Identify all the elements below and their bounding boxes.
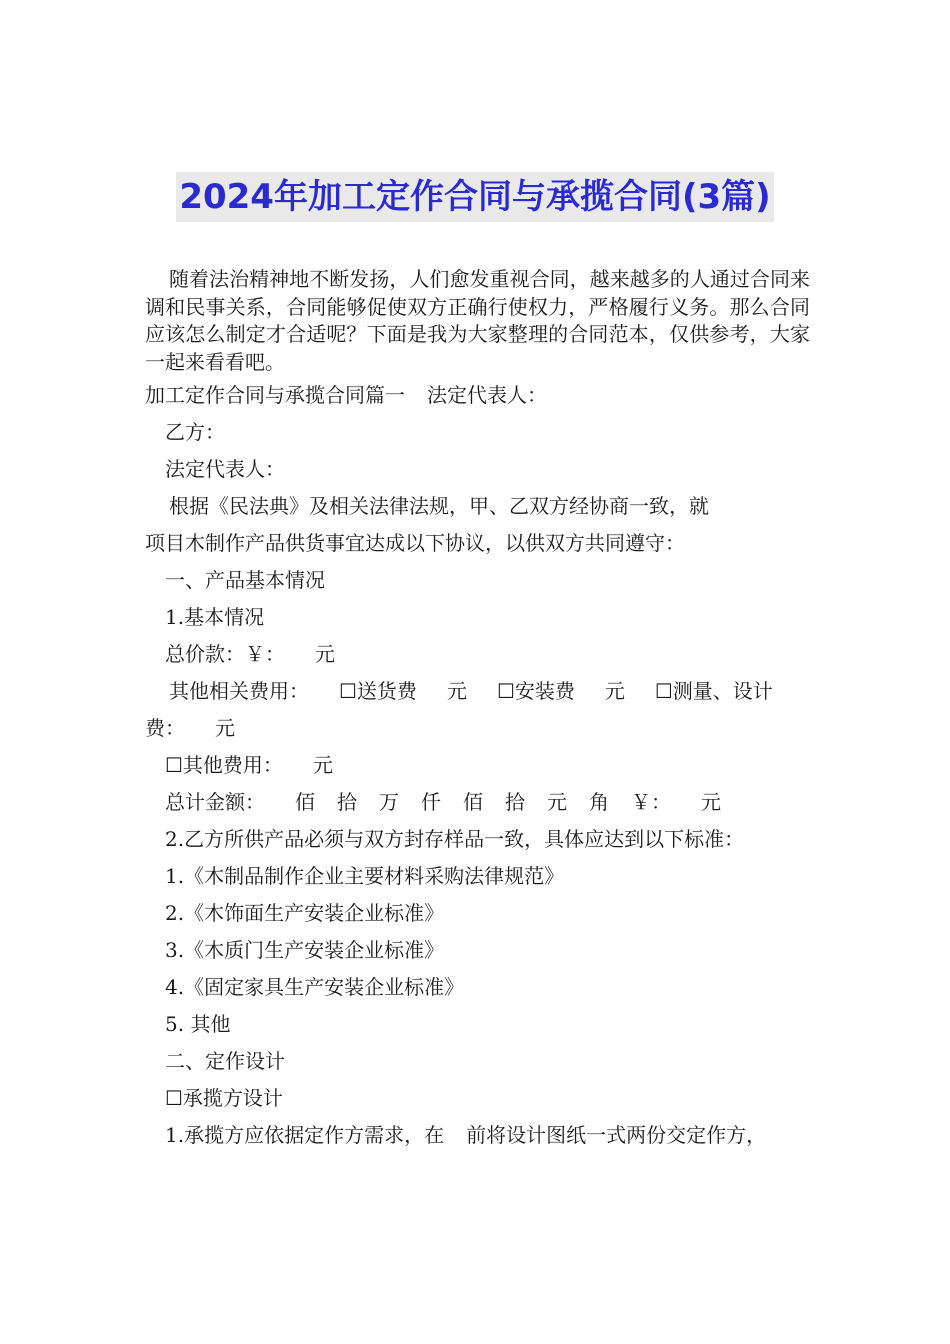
- fee-other: ☐其他费用：: [165, 753, 283, 777]
- total-price-label: 总价款：￥：: [165, 642, 285, 666]
- standard-4: 4.《固定家具生产安装企业标准》: [165, 975, 465, 999]
- total-price-line: [145, 636, 810, 673]
- agreement-line-1: 根据《民法典》及相关法律法规，甲、乙双方经协商一致，就: [169, 494, 709, 518]
- total-amount-label: 总计金额：: [165, 790, 265, 814]
- other-fees-label: 其他相关费用：: [169, 679, 309, 703]
- total-amount-line: [145, 784, 810, 821]
- contractor-design-line: ☐承揽方设计: [165, 1086, 283, 1110]
- unit-yuan: 元: [547, 790, 567, 814]
- standard-3: 3.《木质门生产安装企业标准》: [165, 938, 445, 962]
- design-item-1-a: 1.承揽方应依据定作方需求，在: [165, 1123, 445, 1147]
- total-price-unit: 元: [315, 642, 335, 666]
- design-item-1-b: 前将设计图纸一式两份交定作方，: [466, 1123, 767, 1147]
- standards-intro-line: 2.乙方所供产品必须与双方封存样品一致，具体应达到以下标准：: [165, 827, 745, 851]
- standard-2: 2.《木饰面生产安装企业标准》: [165, 901, 445, 925]
- section-heading: 加工定作合同与承揽合同篇一: [145, 383, 405, 407]
- unit-shi-1: 拾: [337, 790, 357, 814]
- document-body: [145, 266, 810, 1154]
- fee-delivery: ☐送货费: [339, 679, 417, 703]
- standard-1: 1.《木制品制作企业主要材料采购法律规范》: [165, 864, 565, 888]
- basic-info-line: 1.基本情况: [165, 605, 265, 629]
- unit-yen: ￥：: [631, 790, 671, 814]
- fee-measure: ☐测量、设计: [654, 679, 773, 703]
- fee-measure-cont-line: [145, 710, 810, 747]
- unit-jiao: 角: [589, 790, 609, 814]
- fee-measure-cont: 费：: [145, 716, 185, 740]
- fee-measure-unit: 元: [215, 716, 235, 740]
- unit-bai-1: 佰: [295, 790, 315, 814]
- unit-wan: 万: [379, 790, 399, 814]
- unit-bai-2: 佰: [463, 790, 483, 814]
- total-amount-unit: 元: [701, 790, 721, 814]
- fee-other-unit: 元: [312, 753, 333, 777]
- section-2-title: 二、定作设计: [165, 1049, 285, 1073]
- party-b-line: 乙方：: [165, 420, 225, 444]
- fee-install-unit: 元: [604, 679, 625, 703]
- title-container: [0, 172, 950, 222]
- intro-paragraph: 随着法治精神地不断发扬，人们愈发重视合同，越来越多的人通过合同来调和民事关系，合同能够促使双方正确行使权力，严格履行义务。那么合同应该怎么制定才合适呢？下面是我为大家整理的合同范本，仅供参考，大家一起来看看吧。: [145, 267, 810, 374]
- section-heading-line: [145, 377, 810, 414]
- standard-5: 5. 其他: [165, 1012, 231, 1036]
- fee-other-line: [145, 747, 810, 784]
- legal-rep-a: 法定代表人：: [427, 383, 547, 407]
- fee-install: ☐安装费: [496, 679, 575, 703]
- other-fees-line: [145, 673, 810, 710]
- unit-qian: 仟: [421, 790, 441, 814]
- agreement-line-2: 项目木制作产品供货事宜达成以下协议，以供双方共同遵守：: [145, 531, 685, 555]
- design-item-1-line: [145, 1117, 810, 1154]
- section-1-title: 一、产品基本情况: [165, 568, 325, 592]
- document-title: 2024年加工定作合同与承揽合同(3篇): [176, 172, 773, 222]
- legal-rep-b-line: 法定代表人：: [165, 457, 285, 481]
- fee-delivery-unit: 元: [446, 679, 467, 703]
- unit-shi-2: 拾: [505, 790, 525, 814]
